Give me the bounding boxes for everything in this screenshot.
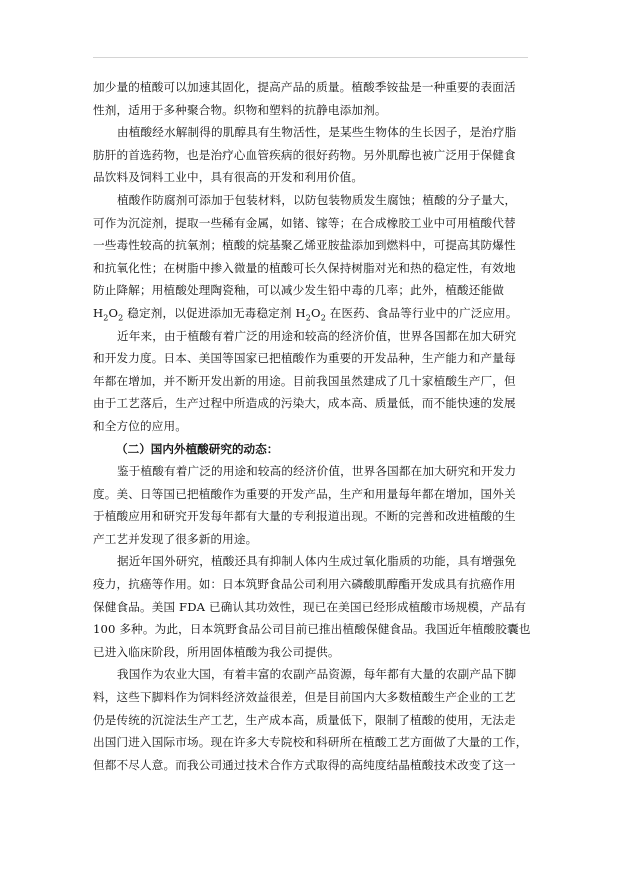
paragraph-line: 我国作为农业大国，有着丰富的农副产品资源，每年都有大量的农副产品下脚	[117, 667, 517, 682]
paragraph-line: 料，这些下脚料作为饲料经济效益很差，但是目前国内大多数植酸生产企业的工艺	[93, 690, 516, 705]
paragraph	[93, 550, 545, 663]
header-rule	[93, 57, 528, 58]
paragraph-line: 度。美、日等国已把植酸作为重要的开发产品，生产和用量每年都在增加，国外关	[93, 486, 516, 501]
paragraph-line: 近年来，由于植酸有着广泛的用途和较高的经济价值，世界各国都在加大研究	[117, 328, 517, 343]
paragraph-line: 出国门进入国际市场。现在许多大专院校和科研所在植酸工艺方面做了大量的工作，	[93, 735, 528, 750]
paragraph-line: 鉴于植酸有着广泛的用途和较高的经济价值，世界各国都在加大研究和开发力	[117, 464, 517, 479]
paragraph	[93, 663, 545, 776]
paragraph-line: 疫力，抗癌等作用。如：日本筑野食品公司利用六磷酸肌醇酯开发成具有抗癌作用	[93, 577, 516, 592]
paragraph-line: 由于工艺落后，生产过程中所造成的污染大，成本高、质量低，而不能快速的发展	[93, 396, 516, 411]
paragraph	[93, 325, 545, 438]
paragraph-line: 可作为沉淀剂，提取一些稀有金属，如锗、镓等；在合成橡胶工业中可用植酸代替	[93, 215, 516, 230]
section-heading: （二）国内外植酸研究的动态：	[116, 441, 279, 456]
paragraph-line: 100 多种。为此，日本筑野食品公司目前已推出植酸保健食品。我国近年植酸胶囊也	[93, 622, 531, 637]
paragraph	[93, 76, 545, 121]
paragraph-line: 一些毒性较高的抗氧剂；植酸的烷基聚乙烯亚胺盐添加到燃料中，可提高其防爆性	[93, 238, 516, 253]
paragraph	[93, 189, 545, 325]
document-body	[93, 76, 545, 776]
paragraph-line: 据近年国外研究，植酸还具有抑制人体内生成过氧化脂质的功能，具有增强免	[117, 554, 517, 569]
paragraph-line: 品饮料及饲料工业中，具有很高的开发和利用价值。	[93, 170, 364, 185]
paragraph-line: 由植酸经水解制得的肌醇具有生物活性，是某些生物体的生长因子，是治疗脂	[117, 125, 517, 140]
paragraph-line: 和抗氧化性；在树脂中掺入微量的植酸可长久保持树脂对光和热的稳定性，有效地	[93, 260, 516, 275]
paragraph-line: 产工艺并发现了很多新的用途。	[93, 531, 258, 546]
paragraph-line: 于植酸应用和研究开发每年都有大量的专利报道出现。不断的完善和改进植酸的生	[93, 509, 516, 524]
section-paragraphs	[93, 76, 545, 438]
paragraph-line: 性剂，适用于多种聚合物。织物和塑料的抗静电添加剂。	[93, 102, 387, 117]
paragraph-line: 肪肝的首选药物，也是治疗心血管疾病的很好药物。另外肌醇也被广泛用于保健食	[93, 147, 516, 162]
paragraph-line: $H_2O_2$ 稳定剂，以促进添加无毒稳定剂 $H_2O_2$ 在医药、食品等行业中的广泛应用。	[93, 305, 518, 323]
paragraph	[93, 121, 545, 189]
paragraph-line: 加少量的植酸可以加速其固化，提高产品的质量。植酸季铵盐是一种重要的表面活	[93, 80, 516, 94]
paragraph	[93, 460, 545, 550]
paragraph-line: 防止降解；用植酸处理陶瓷釉，可以减少发生铅中毒的几率；此外，植酸还能做	[93, 283, 505, 298]
paragraph-line: 保健食品。美国 FDA 已确认其功效性，现已在美国已经形成植酸市场规模，产品有	[93, 599, 527, 614]
section-paragraphs-2	[93, 460, 545, 776]
paragraph-line: 和开发力度。日本、美国等国家已把植酸作为重要的开发品种，生产能力和产量每	[93, 351, 516, 366]
paragraph-line: 年都在增加，并不断开发出新的用途。目前我国虽然建成了几十家植酸生产厂，但	[93, 373, 516, 388]
paragraph-line: 已进入临床阶段，所用固体植酸为我公司提供。	[93, 644, 340, 659]
paragraph-line: 仍是传统的沉淀法生产工艺，生产成本高，质量低下，限制了植酸的使用，无法走	[93, 712, 516, 727]
paragraph-line: 植酸作防腐剂可添加于包装材料，以防包装物质发生腐蚀；植酸的分子量大，	[117, 192, 517, 207]
paragraph-line: 但都不尽人意。而我公司通过技术合作方式取得的高纯度结晶植酸技术改变了这一	[93, 757, 516, 772]
paragraph-line: 和全方位的应用。	[93, 418, 187, 433]
